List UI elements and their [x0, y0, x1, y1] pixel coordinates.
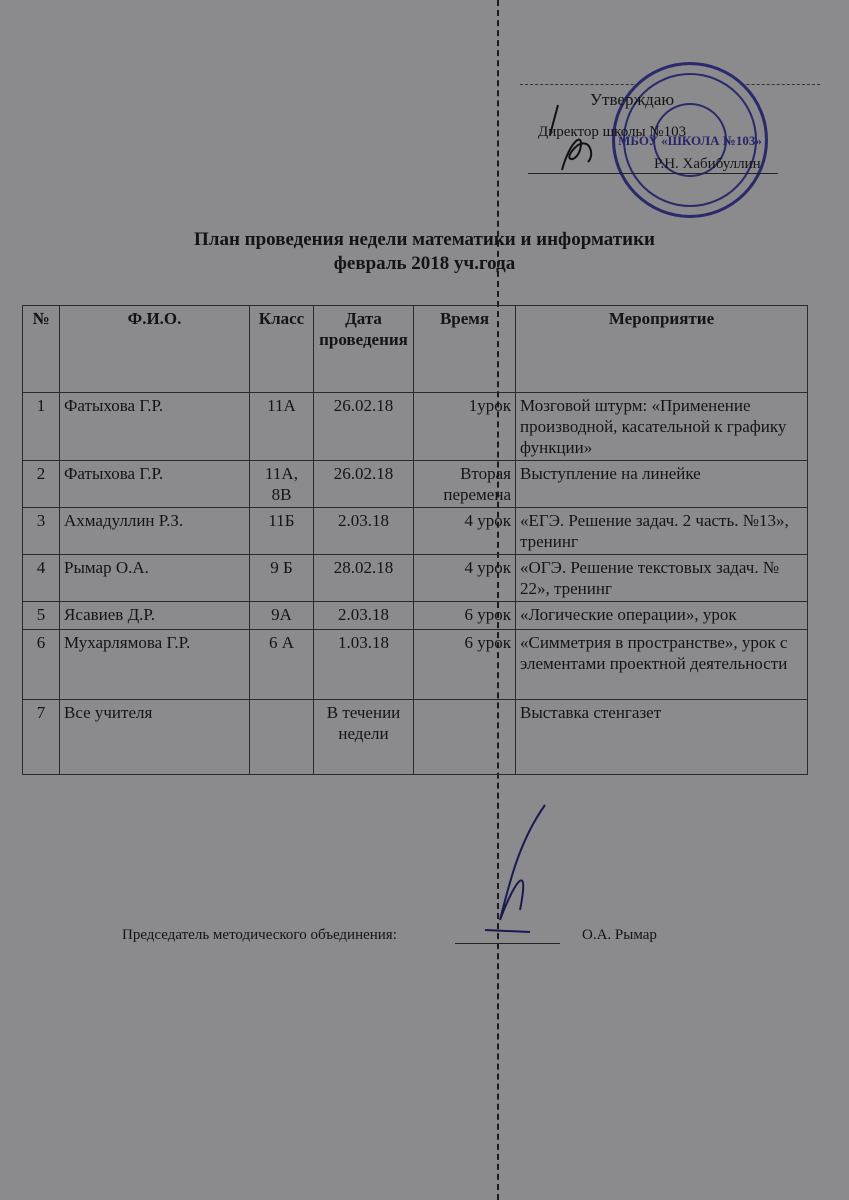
row-time: 1урок	[414, 393, 516, 461]
row-date: 1.03.18	[314, 630, 414, 700]
row-time: 6 урок	[414, 630, 516, 700]
row-name: Мухарлямова Г.Р.	[60, 630, 250, 700]
row-number: 3	[23, 508, 60, 555]
row-number: 5	[23, 602, 60, 630]
header-time: Время	[414, 306, 516, 393]
approval-name: Р.Н. Хабибуллин	[654, 156, 761, 172]
footer-label: Председатель методического объединения:	[122, 927, 397, 943]
row-event: Выставка стенгазет	[516, 700, 808, 775]
table-row	[23, 555, 808, 602]
row-date: 2.03.18	[314, 508, 414, 555]
row-name: Фатыхова Г.Р.	[60, 393, 250, 461]
header-event: Мероприятие	[516, 306, 808, 393]
row-name: Все учителя	[60, 700, 250, 775]
row-class: 11А, 8В	[250, 461, 314, 508]
row-class: 11Б	[250, 508, 314, 555]
footer-signature-line	[455, 943, 560, 944]
header-name: Ф.И.О.	[60, 306, 250, 393]
row-date: 2.03.18	[314, 602, 414, 630]
row-class: 9А	[250, 602, 314, 630]
row-event: Мозговой штурм: «Применение производной, касательной к графику функции»	[516, 393, 808, 461]
table-row	[23, 700, 808, 775]
director-signature	[540, 100, 610, 175]
row-number: 6	[23, 630, 60, 700]
row-event: «Симметрия в пространстве», урок с элементами проектной деятельности	[516, 630, 808, 700]
row-date: 28.02.18	[314, 555, 414, 602]
row-event: «Логические операции», урок	[516, 602, 808, 630]
row-event: «ОГЭ. Решение текстовых задач. № 22», тренинг	[516, 555, 808, 602]
approval-position: Директор школы №103	[538, 124, 687, 140]
row-time: 6 урок	[414, 602, 516, 630]
row-name: Фатыхова Г.Р.	[60, 461, 250, 508]
table-row	[23, 508, 808, 555]
row-time: 4 урок	[414, 508, 516, 555]
chair-signature	[470, 800, 560, 940]
row-event: «ЕГЭ. Решение задач. 2 часть. №13», тренинг	[516, 508, 808, 555]
row-number: 4	[23, 555, 60, 602]
events-table	[22, 305, 808, 775]
header-date: Дата проведения	[314, 306, 414, 393]
table-row	[23, 461, 808, 508]
approval-title: Утверждаю	[590, 90, 675, 109]
row-time: 4 урок	[414, 555, 516, 602]
table-header-row	[23, 306, 808, 393]
page-title: План проведения недели математики и информатики февраль 2018 уч.года	[194, 229, 655, 274]
row-time	[414, 700, 516, 775]
row-date: 26.02.18	[314, 461, 414, 508]
footer-name: О.А. Рымар	[582, 927, 657, 943]
row-class: 6 А	[250, 630, 314, 700]
row-number: 7	[23, 700, 60, 775]
row-class: 9 Б	[250, 555, 314, 602]
row-number: 2	[23, 461, 60, 508]
row-name: Рымар О.А.	[60, 555, 250, 602]
row-time: Вторая перемена	[414, 461, 516, 508]
row-class: 11А	[250, 393, 314, 461]
table-row	[23, 393, 808, 461]
row-date: В течении недели	[314, 700, 414, 775]
row-class	[250, 700, 314, 775]
table-row	[23, 602, 808, 630]
row-date: 26.02.18	[314, 393, 414, 461]
row-number: 1	[23, 393, 60, 461]
table-row	[23, 630, 808, 700]
row-name: Ахмадуллин Р.З.	[60, 508, 250, 555]
header-class: Класс	[250, 306, 314, 393]
header-number: №	[23, 306, 60, 393]
row-name: Ясавиев Д.Р.	[60, 602, 250, 630]
row-event: Выступление на линейке	[516, 461, 808, 508]
stamp-text: МБОУ «ШКОЛА №103»	[618, 132, 762, 148]
